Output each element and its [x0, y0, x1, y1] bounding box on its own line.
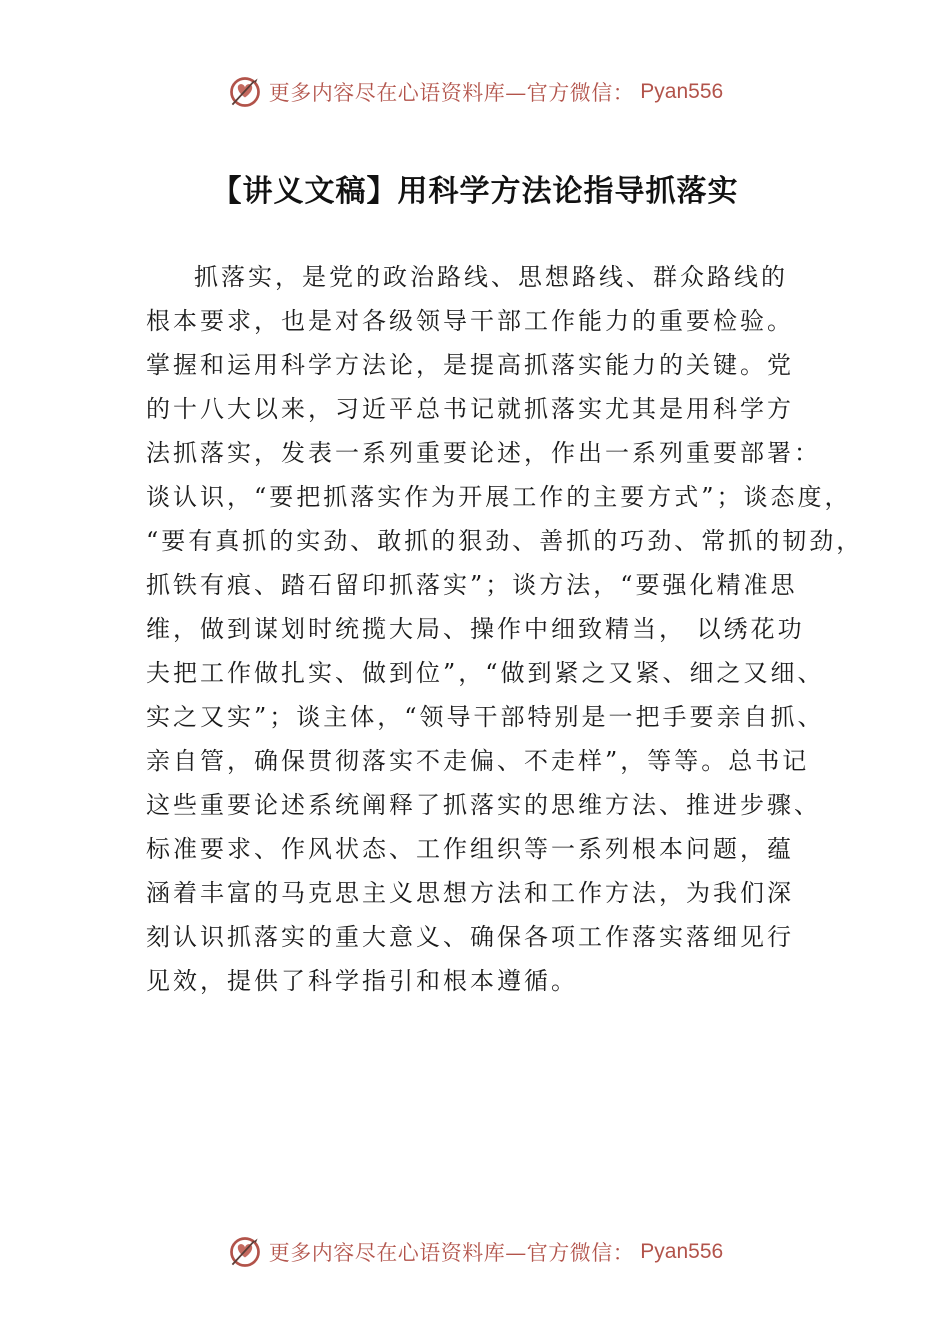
body-line: 亲自管，确保贯彻落实不走偏、不走样”，等等。总书记: [146, 747, 810, 775]
body-line: 维，做到谋划时统揽大局、操作中细致精当， 以绣花功: [146, 615, 805, 643]
body-line: 这些重要论述系统阐释了抓落实的思维方法、推进步骤、: [146, 791, 821, 819]
document-body: [146, 255, 864, 1003]
heart-logo-icon: [227, 74, 263, 110]
body-line: 抓铁有痕、踏石留印抓落实”；谈方法，“要强化精准思: [146, 571, 798, 599]
header-banner-wechat-id: Pyan556: [640, 80, 724, 103]
body-line: 刻认识抓落实的重大意义、确保各项工作落实落细见行: [146, 923, 794, 951]
document-title: 【讲义文稿】用科学方法论指导抓落实: [211, 174, 739, 209]
header-banner: [0, 72, 950, 112]
body-line: 实之又实”；谈主体，“领导干部特别是一把手要亲自抓、: [146, 703, 825, 731]
body-line: 掌握和运用科学方法论，是提高抓落实能力的关键。党: [146, 351, 794, 379]
body-line: 抓落实，是党的政治路线、思想路线、群众路线的: [194, 263, 788, 291]
body-line: 标准要求、作风状态、工作组织等一系列根本问题，蕴: [146, 835, 794, 863]
body-line: 谈认识，“要把抓落实作为开展工作的主要方式”；谈态度，: [146, 483, 852, 511]
heart-logo-icon: [227, 1234, 263, 1270]
body-line: “要有真抓的实劲、敢抓的狠劲、善抓的巧劲、常抓的韧劲，: [146, 527, 864, 555]
body-line: 夫把工作做扎实、做到位”，“做到紧之又紧、细之又细、: [146, 659, 825, 687]
body-line: 法抓落实，发表一系列重要论述，作出一系列重要部署：: [146, 439, 821, 467]
footer-banner-text: 更多内容尽在心语资料库—官方微信：: [268, 1241, 635, 1265]
footer-banner: [0, 1232, 950, 1272]
header-banner-text: 更多内容尽在心语资料库—官方微信：: [268, 81, 635, 105]
body-line: 的十八大以来，习近平总书记就抓落实尤其是用科学方: [146, 395, 794, 423]
body-line: 涵着丰富的马克思主义思想方法和工作方法，为我们深: [146, 879, 794, 907]
footer-banner-wechat-id: Pyan556: [640, 1240, 724, 1263]
body-line: 根本要求，也是对各级领导干部工作能力的重要检验。: [146, 307, 794, 335]
body-line: 见效，提供了科学指引和根本遵循。: [146, 967, 578, 995]
